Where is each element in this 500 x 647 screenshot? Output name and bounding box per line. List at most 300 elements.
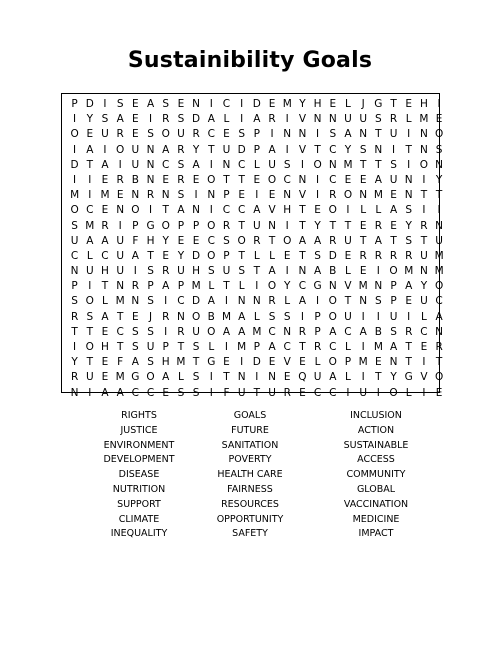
grid-letter[interactable]: M bbox=[404, 265, 414, 278]
grid-letter[interactable]: O bbox=[328, 295, 337, 308]
grid-letter[interactable]: A bbox=[238, 325, 246, 338]
grid-letter[interactable]: I bbox=[209, 204, 213, 217]
grid-letter[interactable]: A bbox=[329, 325, 337, 338]
grid-letter[interactable]: U bbox=[116, 234, 124, 247]
grid-letter[interactable]: A bbox=[314, 265, 322, 278]
grid-letter[interactable]: L bbox=[223, 113, 230, 126]
grid-letter[interactable]: N bbox=[268, 371, 276, 384]
grid-letter[interactable]: U bbox=[85, 371, 94, 384]
grid-letter[interactable]: U bbox=[131, 143, 140, 156]
grid-letter[interactable]: S bbox=[71, 295, 78, 308]
grid-letter[interactable]: P bbox=[253, 341, 261, 353]
grid-letter[interactable]: I bbox=[407, 158, 411, 171]
grid-letter[interactable]: L bbox=[253, 158, 260, 171]
grid-letter[interactable]: N bbox=[146, 158, 155, 171]
grid-letter[interactable]: O bbox=[207, 325, 216, 338]
grid-letter[interactable]: A bbox=[374, 173, 382, 186]
grid-letter[interactable]: I bbox=[73, 173, 77, 186]
grid-letter[interactable]: N bbox=[192, 98, 201, 110]
grid-letter[interactable]: M bbox=[70, 189, 80, 202]
grid-letter[interactable]: T bbox=[375, 128, 382, 141]
grid-letter[interactable]: O bbox=[434, 280, 444, 293]
grid-letter[interactable]: O bbox=[191, 310, 201, 323]
grid-letter[interactable]: Y bbox=[314, 219, 321, 232]
grid-letter[interactable]: I bbox=[422, 356, 426, 369]
grid-letter[interactable]: R bbox=[177, 173, 185, 186]
grid-letter[interactable]: Y bbox=[86, 113, 93, 126]
grid-letter[interactable]: A bbox=[344, 128, 352, 141]
grid-letter[interactable]: G bbox=[131, 371, 140, 384]
grid-letter[interactable]: N bbox=[237, 295, 246, 308]
grid-letter[interactable]: I bbox=[361, 310, 365, 323]
grid-letter[interactable]: T bbox=[420, 189, 428, 202]
grid-letter[interactable]: N bbox=[298, 128, 307, 141]
grid-letter[interactable]: I bbox=[407, 128, 411, 141]
grid-letter[interactable]: T bbox=[299, 204, 306, 217]
grid-letter[interactable]: B bbox=[131, 173, 139, 186]
grid-letter[interactable]: E bbox=[223, 128, 230, 141]
grid-letter[interactable]: R bbox=[70, 310, 79, 323]
grid-letter[interactable]: E bbox=[238, 189, 245, 202]
grid-letter[interactable]: N bbox=[328, 280, 337, 293]
grid-letter[interactable]: P bbox=[223, 249, 230, 262]
grid-letter[interactable]: M bbox=[237, 341, 247, 353]
grid-letter[interactable]: A bbox=[389, 341, 398, 353]
grid-letter[interactable]: R bbox=[146, 189, 155, 202]
grid-letter[interactable]: T bbox=[116, 341, 124, 353]
grid-letter[interactable]: S bbox=[375, 113, 382, 126]
grid-letter[interactable]: N bbox=[131, 295, 140, 308]
grid-letter[interactable]: L bbox=[405, 386, 412, 399]
grid-letter[interactable]: E bbox=[177, 98, 185, 110]
grid-letter[interactable]: N bbox=[404, 173, 413, 186]
grid-letter[interactable]: S bbox=[435, 143, 443, 156]
grid-letter[interactable]: A bbox=[101, 386, 109, 399]
grid-letter[interactable]: T bbox=[390, 98, 397, 110]
grid-letter[interactable]: R bbox=[298, 325, 307, 338]
grid-letter[interactable]: O bbox=[267, 173, 277, 186]
grid-letter[interactable]: N bbox=[252, 295, 261, 308]
grid-letter[interactable]: S bbox=[238, 265, 245, 278]
grid-letter[interactable]: R bbox=[162, 265, 170, 278]
grid-letter[interactable]: D bbox=[192, 113, 201, 126]
grid-letter[interactable]: A bbox=[298, 295, 306, 308]
grid-letter[interactable]: I bbox=[88, 189, 92, 202]
grid-letter[interactable]: E bbox=[101, 173, 109, 186]
grid-letter[interactable]: I bbox=[118, 158, 122, 171]
grid-letter[interactable]: S bbox=[375, 295, 382, 308]
grid-letter[interactable]: A bbox=[131, 249, 139, 262]
grid-letter[interactable]: T bbox=[405, 143, 412, 156]
grid-letter[interactable]: T bbox=[238, 249, 245, 262]
grid-letter[interactable]: R bbox=[405, 249, 413, 262]
grid-letter[interactable]: N bbox=[70, 386, 79, 399]
grid-letter[interactable]: E bbox=[192, 234, 200, 247]
grid-letter[interactable]: A bbox=[329, 371, 337, 384]
grid-letter[interactable]: V bbox=[283, 356, 291, 369]
grid-letter[interactable]: T bbox=[314, 143, 321, 156]
grid-letter[interactable]: I bbox=[376, 386, 380, 399]
grid-letter[interactable]: E bbox=[359, 265, 367, 278]
grid-letter[interactable]: A bbox=[192, 158, 200, 171]
grid-letter[interactable]: A bbox=[298, 234, 306, 247]
grid-letter[interactable]: S bbox=[147, 295, 154, 308]
grid-letter[interactable]: T bbox=[253, 265, 261, 278]
grid-letter[interactable]: H bbox=[146, 234, 155, 247]
grid-letter[interactable]: E bbox=[283, 249, 291, 262]
grid-letter[interactable]: P bbox=[177, 219, 185, 232]
grid-letter[interactable]: I bbox=[148, 204, 153, 217]
grid-letter[interactable]: A bbox=[374, 234, 382, 247]
grid-letter[interactable]: S bbox=[116, 98, 124, 110]
grid-letter[interactable]: I bbox=[224, 341, 229, 353]
grid-letter[interactable]: Y bbox=[420, 280, 428, 293]
grid-letter[interactable]: N bbox=[192, 204, 201, 217]
grid-letter[interactable]: U bbox=[116, 249, 124, 262]
grid-letter[interactable]: N bbox=[419, 143, 428, 156]
grid-letter[interactable]: M bbox=[176, 356, 186, 369]
grid-letter[interactable]: N bbox=[435, 325, 444, 338]
grid-letter[interactable]: O bbox=[434, 128, 444, 141]
grid-letter[interactable]: M bbox=[191, 280, 201, 293]
grid-letter[interactable]: M bbox=[221, 310, 231, 323]
grid-letter[interactable]: R bbox=[359, 249, 367, 262]
grid-letter[interactable]: E bbox=[359, 173, 367, 186]
grid-letter[interactable]: T bbox=[116, 310, 124, 323]
grid-letter[interactable]: S bbox=[405, 204, 413, 217]
grid-letter[interactable]: A bbox=[268, 143, 276, 156]
grid-letter[interactable]: I bbox=[316, 128, 320, 141]
grid-letter[interactable]: A bbox=[116, 113, 124, 126]
grid-letter[interactable]: E bbox=[132, 310, 139, 323]
grid-letter[interactable]: J bbox=[148, 310, 153, 323]
grid-letter[interactable]: V bbox=[268, 204, 276, 217]
grid-letter[interactable]: R bbox=[389, 113, 398, 126]
grid-letter[interactable]: S bbox=[147, 265, 154, 278]
grid-letter[interactable]: L bbox=[345, 341, 351, 353]
grid-letter[interactable]: T bbox=[208, 143, 215, 156]
grid-letter[interactable]: T bbox=[299, 219, 306, 232]
grid-letter[interactable]: I bbox=[88, 173, 92, 186]
grid-letter[interactable]: M bbox=[434, 265, 444, 278]
grid-letter[interactable]: T bbox=[329, 219, 336, 232]
grid-letter[interactable]: I bbox=[240, 356, 244, 369]
grid-letter[interactable]: G bbox=[313, 280, 322, 293]
grid-letter[interactable]: L bbox=[420, 310, 427, 323]
grid-letter[interactable]: O bbox=[419, 158, 429, 171]
grid-letter[interactable]: C bbox=[131, 386, 140, 399]
grid-letter[interactable]: C bbox=[222, 98, 231, 110]
grid-letter[interactable]: R bbox=[116, 128, 124, 141]
grid-letter[interactable]: O bbox=[207, 219, 216, 232]
grid-letter[interactable]: N bbox=[359, 295, 368, 308]
grid-letter[interactable]: U bbox=[70, 234, 79, 247]
grid-letter[interactable]: N bbox=[146, 143, 155, 156]
grid-letter[interactable]: U bbox=[389, 128, 398, 141]
grid-letter[interactable]: E bbox=[283, 371, 291, 384]
grid-letter[interactable]: N bbox=[435, 219, 444, 232]
grid-letter[interactable]: N bbox=[283, 189, 292, 202]
grid-letter[interactable]: C bbox=[329, 143, 337, 156]
grid-letter[interactable]: O bbox=[328, 204, 337, 217]
grid-letter[interactable]: O bbox=[313, 158, 322, 171]
grid-letter[interactable]: I bbox=[316, 189, 320, 202]
grid-letter[interactable]: B bbox=[374, 325, 382, 338]
grid-letter[interactable]: D bbox=[85, 98, 94, 110]
grid-letter[interactable]: E bbox=[359, 219, 367, 232]
grid-letter[interactable]: R bbox=[329, 234, 337, 247]
grid-letter[interactable]: S bbox=[86, 310, 94, 323]
grid-letter[interactable]: E bbox=[101, 325, 109, 338]
grid-letter[interactable]: S bbox=[192, 371, 200, 384]
grid-letter[interactable]: N bbox=[283, 128, 292, 141]
grid-letter[interactable]: T bbox=[223, 173, 230, 186]
grid-letter[interactable]: R bbox=[268, 113, 276, 126]
grid-letter[interactable]: C bbox=[435, 295, 443, 308]
grid-letter[interactable]: R bbox=[435, 341, 443, 353]
grid-letter[interactable]: T bbox=[299, 341, 306, 353]
grid-letter[interactable]: T bbox=[177, 341, 185, 353]
grid-letter[interactable]: D bbox=[192, 295, 201, 308]
grid-letter[interactable]: L bbox=[269, 249, 275, 262]
grid-letter[interactable]: L bbox=[86, 249, 93, 262]
grid-letter[interactable]: B bbox=[329, 265, 337, 278]
grid-letter[interactable]: G bbox=[146, 219, 155, 232]
grid-letter[interactable]: U bbox=[116, 265, 124, 278]
grid-letter[interactable]: H bbox=[101, 265, 109, 278]
grid-letter[interactable]: E bbox=[253, 173, 261, 186]
grid-letter[interactable]: U bbox=[359, 386, 367, 399]
grid-letter[interactable]: S bbox=[223, 234, 230, 247]
word-search-grid[interactable] bbox=[67, 97, 447, 401]
grid-letter[interactable]: F bbox=[117, 356, 124, 369]
grid-letter[interactable]: U bbox=[101, 128, 109, 141]
grid-letter[interactable]: T bbox=[86, 356, 93, 369]
grid-letter[interactable]: E bbox=[344, 249, 352, 262]
grid-letter[interactable]: N bbox=[389, 356, 398, 369]
grid-letter[interactable]: A bbox=[162, 371, 170, 384]
grid-letter[interactable]: R bbox=[374, 249, 382, 262]
grid-letter[interactable]: U bbox=[420, 295, 428, 308]
grid-letter[interactable]: R bbox=[162, 113, 170, 126]
grid-letter[interactable]: T bbox=[238, 173, 245, 186]
grid-letter[interactable]: N bbox=[313, 113, 322, 126]
grid-letter[interactable]: N bbox=[283, 325, 292, 338]
grid-letter[interactable]: O bbox=[283, 234, 292, 247]
grid-letter[interactable]: S bbox=[390, 325, 397, 338]
grid-letter[interactable]: M bbox=[358, 356, 368, 369]
grid-letter[interactable]: A bbox=[86, 143, 94, 156]
grid-letter[interactable]: S bbox=[147, 356, 154, 369]
grid-letter[interactable]: Y bbox=[192, 143, 200, 156]
grid-letter[interactable]: N bbox=[207, 189, 216, 202]
grid-letter[interactable]: N bbox=[116, 204, 125, 217]
grid-letter[interactable]: I bbox=[73, 113, 77, 126]
grid-letter[interactable]: S bbox=[238, 128, 245, 141]
grid-letter[interactable]: C bbox=[268, 325, 276, 338]
grid-letter[interactable]: A bbox=[116, 386, 124, 399]
grid-letter[interactable]: S bbox=[283, 158, 291, 171]
grid-letter[interactable]: I bbox=[118, 219, 122, 232]
grid-letter[interactable]: D bbox=[237, 143, 246, 156]
grid-letter[interactable]: I bbox=[422, 204, 426, 217]
grid-letter[interactable]: N bbox=[374, 280, 383, 293]
grid-letter[interactable]: O bbox=[161, 219, 170, 232]
grid-letter[interactable]: I bbox=[285, 113, 289, 126]
grid-letter[interactable]: E bbox=[86, 128, 94, 141]
grid-letter[interactable]: I bbox=[285, 265, 289, 278]
grid-letter[interactable]: A bbox=[101, 310, 109, 323]
grid-letter[interactable]: I bbox=[103, 98, 107, 110]
grid-letter[interactable]: I bbox=[300, 158, 304, 171]
grid-letter[interactable]: E bbox=[132, 98, 139, 110]
grid-letter[interactable]: A bbox=[268, 341, 276, 353]
grid-letter[interactable]: E bbox=[192, 173, 200, 186]
grid-letter[interactable]: S bbox=[192, 386, 200, 399]
grid-letter[interactable]: N bbox=[374, 143, 383, 156]
grid-letter[interactable]: O bbox=[207, 173, 216, 186]
grid-letter[interactable]: E bbox=[299, 356, 306, 369]
grid-letter[interactable]: I bbox=[316, 295, 320, 308]
grid-letter[interactable]: U bbox=[359, 113, 367, 126]
grid-letter[interactable]: I bbox=[376, 265, 380, 278]
grid-letter[interactable]: P bbox=[344, 356, 352, 369]
grid-letter[interactable]: A bbox=[238, 310, 246, 323]
grid-letter[interactable]: L bbox=[345, 98, 351, 110]
grid-letter[interactable]: S bbox=[283, 310, 291, 323]
grid-letter[interactable]: C bbox=[313, 386, 322, 399]
grid-letter[interactable]: M bbox=[373, 341, 383, 353]
grid-letter[interactable]: M bbox=[115, 371, 125, 384]
grid-letter[interactable]: N bbox=[419, 265, 428, 278]
grid-letter[interactable]: T bbox=[375, 158, 382, 171]
grid-letter[interactable]: R bbox=[192, 128, 200, 141]
grid-letter[interactable]: R bbox=[177, 325, 185, 338]
grid-letter[interactable]: T bbox=[420, 234, 428, 247]
grid-letter[interactable]: L bbox=[208, 280, 215, 293]
grid-letter[interactable]: C bbox=[162, 158, 170, 171]
grid-letter[interactable]: A bbox=[435, 310, 443, 323]
grid-letter[interactable]: N bbox=[435, 158, 444, 171]
grid-letter[interactable]: A bbox=[268, 265, 276, 278]
grid-letter[interactable]: S bbox=[329, 128, 337, 141]
grid-letter[interactable]: L bbox=[238, 280, 245, 293]
grid-letter[interactable]: D bbox=[70, 158, 79, 171]
grid-letter[interactable]: H bbox=[192, 265, 201, 278]
grid-letter[interactable]: Y bbox=[390, 371, 397, 384]
grid-letter[interactable]: P bbox=[253, 128, 261, 141]
grid-letter[interactable]: A bbox=[162, 143, 170, 156]
grid-letter[interactable]: U bbox=[85, 265, 94, 278]
grid-letter[interactable]: L bbox=[375, 204, 382, 217]
grid-letter[interactable]: N bbox=[359, 189, 368, 202]
grid-letter[interactable]: H bbox=[313, 98, 322, 110]
grid-letter[interactable]: U bbox=[344, 310, 352, 323]
grid-letter[interactable]: M bbox=[419, 113, 429, 126]
grid-letter[interactable]: A bbox=[86, 234, 94, 247]
grid-letter[interactable]: C bbox=[146, 386, 155, 399]
grid-letter[interactable]: I bbox=[376, 310, 380, 323]
grid-letter[interactable]: M bbox=[373, 189, 383, 202]
grid-letter[interactable]: L bbox=[405, 113, 412, 126]
grid-letter[interactable]: P bbox=[71, 98, 78, 110]
grid-letter[interactable]: U bbox=[222, 265, 231, 278]
grid-letter[interactable]: A bbox=[207, 295, 215, 308]
grid-letter[interactable]: U bbox=[131, 158, 140, 171]
grid-letter[interactable]: M bbox=[282, 98, 292, 110]
grid-letter[interactable]: E bbox=[162, 386, 170, 399]
grid-letter[interactable]: S bbox=[132, 325, 139, 338]
grid-letter[interactable]: U bbox=[435, 234, 443, 247]
grid-letter[interactable]: E bbox=[268, 356, 276, 369]
grid-letter[interactable]: C bbox=[237, 158, 246, 171]
grid-letter[interactable]: L bbox=[102, 295, 108, 308]
grid-letter[interactable]: I bbox=[240, 113, 244, 126]
grid-letter[interactable]: S bbox=[314, 249, 321, 262]
grid-letter[interactable]: Y bbox=[344, 143, 352, 156]
grid-letter[interactable]: S bbox=[359, 143, 367, 156]
grid-letter[interactable]: T bbox=[86, 325, 93, 338]
grid-letter[interactable]: A bbox=[131, 356, 139, 369]
grid-letter[interactable]: N bbox=[222, 158, 231, 171]
grid-letter[interactable]: E bbox=[344, 173, 352, 186]
grid-letter[interactable]: I bbox=[164, 325, 168, 338]
grid-letter[interactable]: I bbox=[164, 295, 168, 308]
grid-letter[interactable]: D bbox=[328, 249, 337, 262]
grid-letter[interactable]: E bbox=[101, 356, 109, 369]
grid-letter[interactable]: S bbox=[405, 234, 413, 247]
grid-letter[interactable]: P bbox=[192, 219, 200, 232]
grid-letter[interactable]: S bbox=[192, 341, 200, 353]
grid-letter[interactable]: P bbox=[314, 310, 321, 323]
grid-letter[interactable]: T bbox=[344, 295, 352, 308]
grid-letter[interactable]: A bbox=[253, 113, 261, 126]
grid-letter[interactable]: I bbox=[361, 371, 365, 384]
grid-letter[interactable]: C bbox=[222, 204, 231, 217]
grid-letter[interactable]: N bbox=[161, 189, 170, 202]
grid-letter[interactable]: L bbox=[345, 265, 351, 278]
grid-letter[interactable]: O bbox=[328, 310, 337, 323]
grid-letter[interactable]: U bbox=[344, 113, 352, 126]
grid-letter[interactable]: J bbox=[361, 98, 365, 110]
grid-letter[interactable]: S bbox=[132, 341, 139, 353]
grid-letter[interactable]: I bbox=[240, 98, 244, 110]
grid-letter[interactable]: E bbox=[101, 204, 109, 217]
grid-letter[interactable]: M bbox=[434, 249, 444, 262]
grid-letter[interactable]: O bbox=[116, 143, 125, 156]
grid-letter[interactable]: S bbox=[177, 386, 185, 399]
grid-letter[interactable]: R bbox=[420, 219, 428, 232]
grid-letter[interactable]: A bbox=[314, 234, 322, 247]
grid-letter[interactable]: N bbox=[237, 371, 246, 384]
grid-letter[interactable]: T bbox=[359, 234, 367, 247]
grid-letter[interactable]: Q bbox=[298, 371, 307, 384]
grid-letter[interactable]: O bbox=[131, 204, 140, 217]
grid-letter[interactable]: L bbox=[360, 204, 367, 217]
grid-letter[interactable]: R bbox=[253, 234, 261, 247]
grid-letter[interactable]: I bbox=[255, 189, 259, 202]
grid-letter[interactable]: C bbox=[283, 341, 291, 353]
grid-letter[interactable]: R bbox=[329, 189, 337, 202]
grid-letter[interactable]: H bbox=[101, 341, 109, 353]
grid-letter[interactable]: O bbox=[389, 265, 398, 278]
grid-letter[interactable]: N bbox=[328, 113, 337, 126]
grid-letter[interactable]: R bbox=[101, 219, 109, 232]
grid-letter[interactable]: N bbox=[328, 158, 337, 171]
grid-letter[interactable]: I bbox=[285, 143, 289, 156]
grid-letter[interactable]: E bbox=[132, 128, 139, 141]
grid-letter[interactable]: P bbox=[253, 143, 261, 156]
